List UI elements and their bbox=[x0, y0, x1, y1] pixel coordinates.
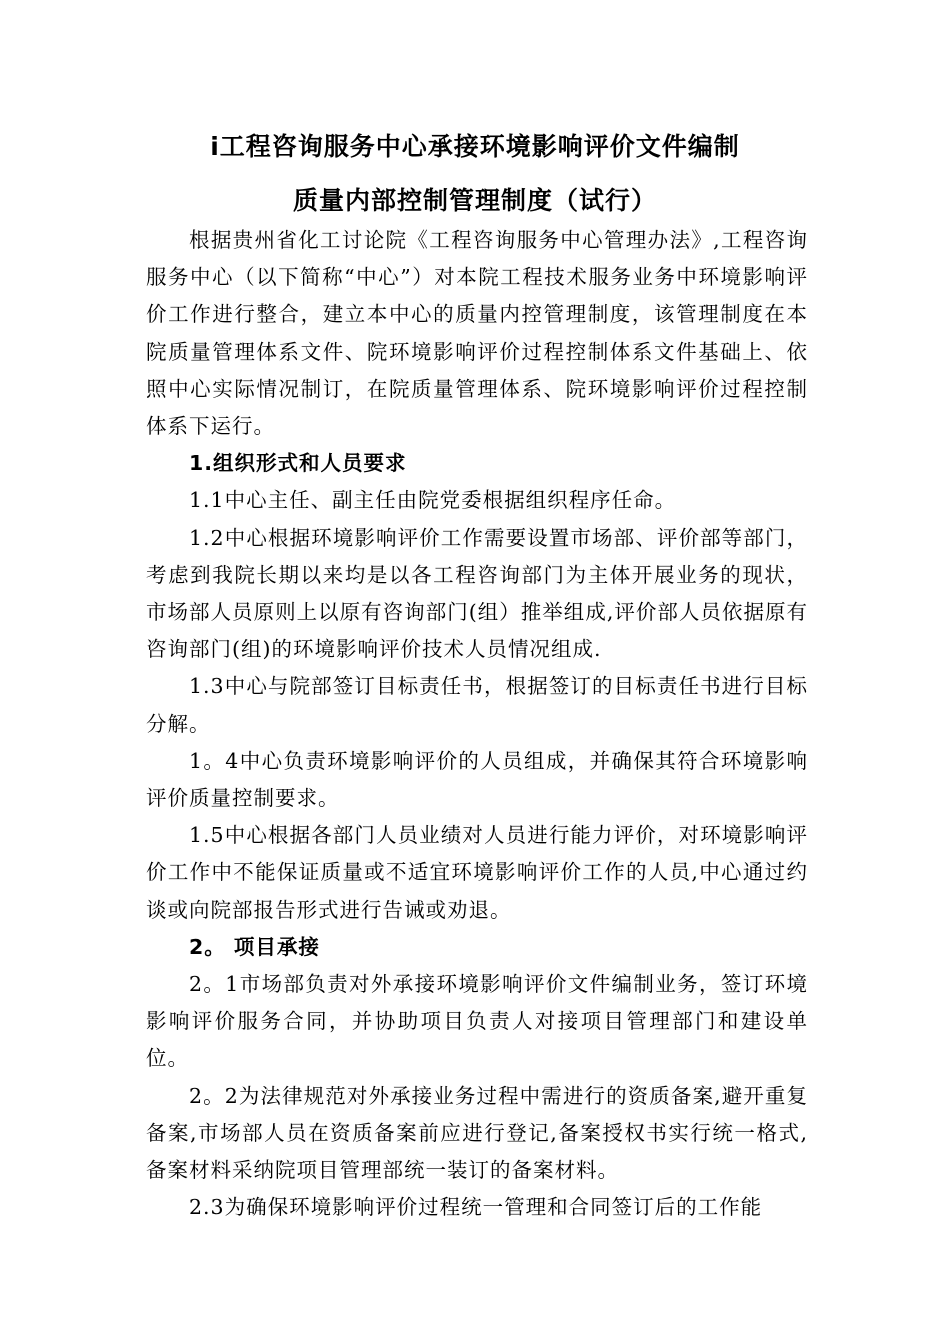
section-1-item: 1.1中心主任、副主任由院党委根据组织程序任命。 bbox=[189, 488, 677, 513]
section-2-item: 2.3为确保环境影响评价过程统一管理和合同签订后的工作能 bbox=[189, 1195, 763, 1220]
section-1-item: 1.2中心根据环境影响评价工作需要设置市场部、评价部等部门，考虑到我院长期以来均是以各工程咨询部门为主体开展业务的现状，市场部人员原则上以原有咨询部门(组）推举组成,评价部人员依据原有咨询部门(组)的环境影响评价技术人员情况组成. bbox=[146, 525, 808, 662]
section-2-item: 2。1市场部负责对外承接环境影响评价文件编制业务，签订环境影响评价服务合同，并协助项目负责人对接项目管理部门和建设单位。 bbox=[146, 972, 808, 1071]
document-title-line-2: 质量内部控制管理制度（试行） bbox=[292, 186, 657, 215]
section-1-item: 1。4中心负责环境影响评价的人员组成，并确保其符合环境影响评价质量控制要求。 bbox=[146, 748, 808, 811]
section-1-item: 1.3中心与院部签订目标责任书，根据签订的目标责任书进行目标分解。 bbox=[146, 674, 808, 736]
document-body bbox=[146, 222, 808, 1226]
section-2-item: 2。2为法律规范对外承接业务过程中需进行的资质备案,避开重复备案,市场部人员在资质备案前应进行登记,备案授权书实行统一格式,备案材料采纳院项目管理部统一装订的备案材料。 bbox=[146, 1083, 808, 1183]
title-block bbox=[0, 132, 950, 216]
intro-paragraph: 根据贵州省化工讨论院《工程咨询服务中心管理办法》,工程咨询服务中心（以下简称“中心”）对本院工程技术服务业务中环境影响评价工作进行整合，建立本中心的质量内控管理制度，该管理制度在本院质量管理体系文件、院环境影响评价过程控制体系文件基础上、依照中心实际情况制订，在院质量管理体系、院环境影响评价过程控制体系下运行。 bbox=[146, 228, 808, 439]
document-title-line-1: i工程咨询服务中心承接环境影响评价文件编制 bbox=[210, 132, 740, 161]
section-1-heading: 1.组织形式和人员要求 bbox=[189, 451, 407, 476]
section-1-item: 1.5中心根据各部门人员业绩对人员进行能力评价，对环境影响评价工作中不能保证质量或不适宜环境影响评价工作的人员,中心通过约谈或向院部报告形式进行告诫或劝退。 bbox=[146, 823, 808, 922]
section-2-heading: 2。 项目承接 bbox=[189, 934, 320, 959]
